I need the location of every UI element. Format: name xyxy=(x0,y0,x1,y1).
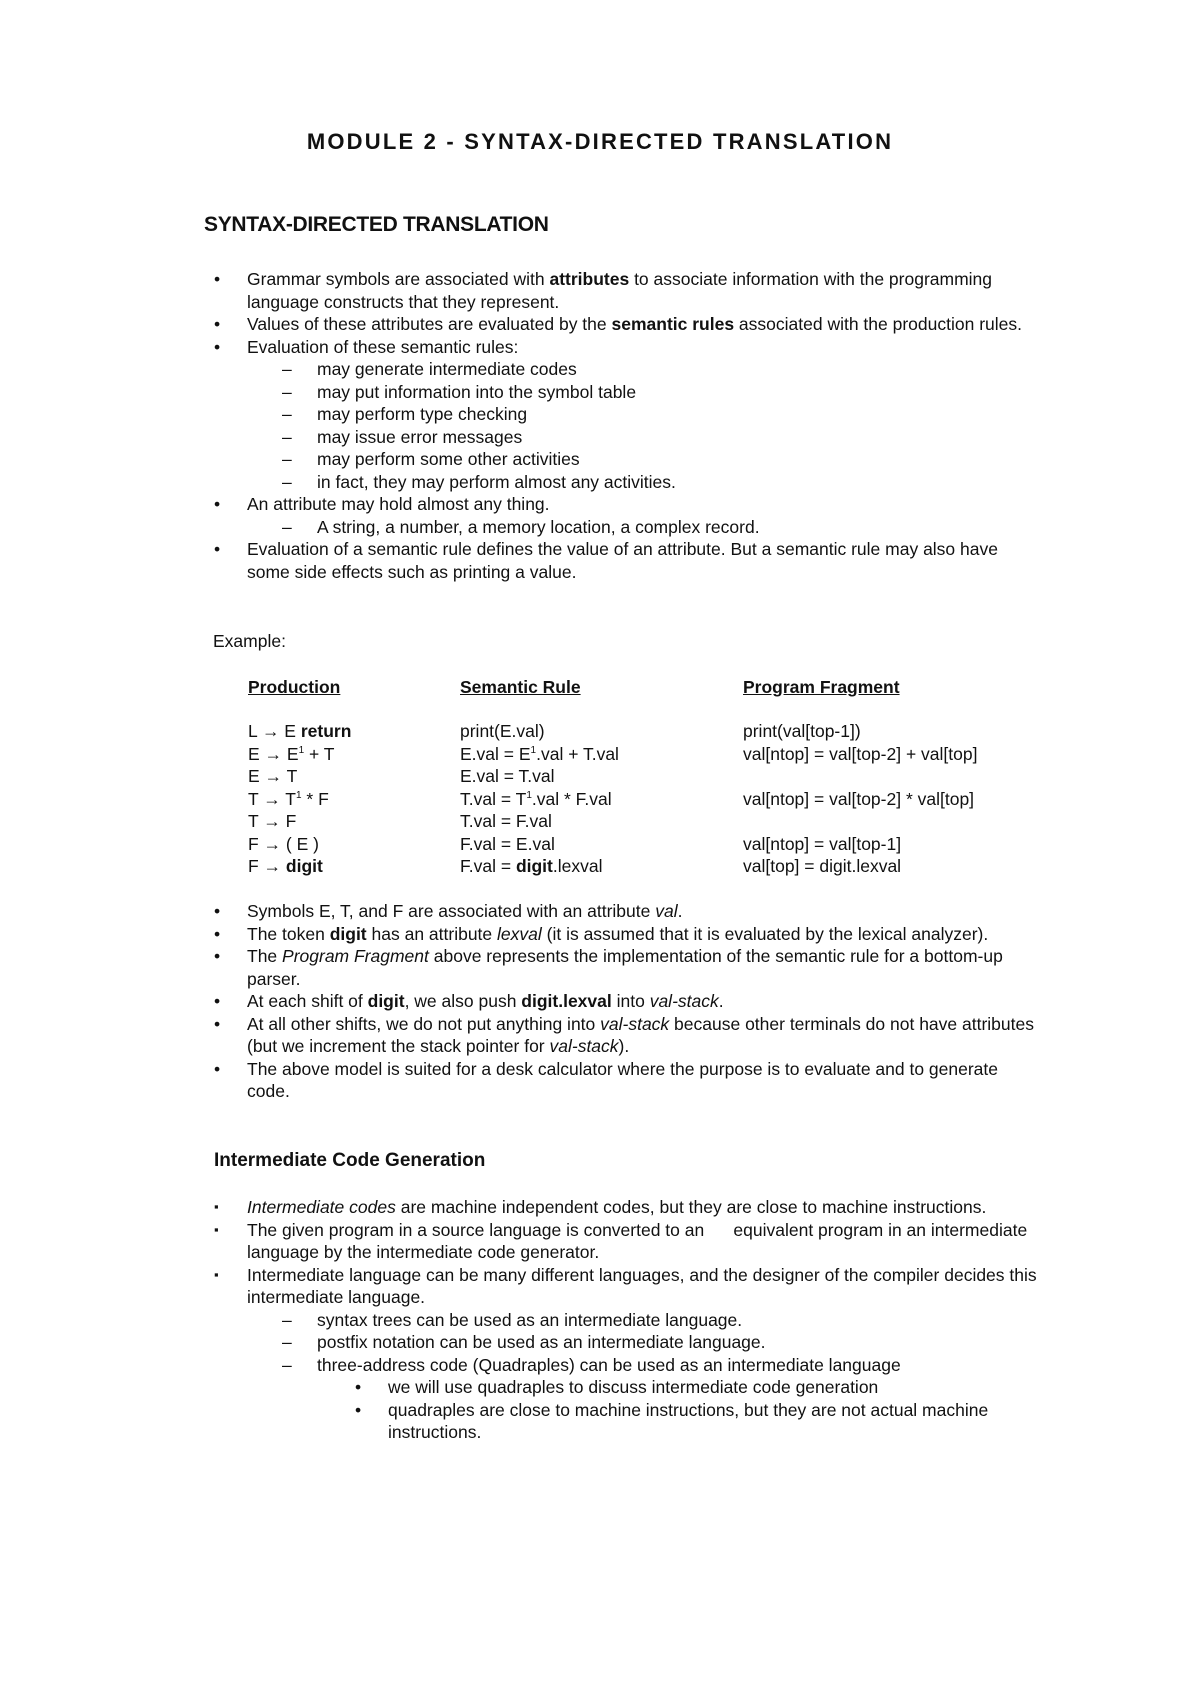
subsection-title: Intermediate Code Generation xyxy=(214,1150,486,1171)
production-cell: T → F xyxy=(248,811,297,831)
intermediate-code-list xyxy=(202,1196,1052,1444)
semantic-rule-cell: $E.val = E^1.val + T.val$ xyxy=(460,743,619,764)
production-cell: $E \to E^1 + T$ xyxy=(248,743,335,764)
list-item: ▪ Intermediate codes are machine independent codes, but they are close to machine instructions. xyxy=(202,1196,1052,1219)
module-title: MODULE 2 - SYNTAX-DIRECTED TRANSLATION xyxy=(306,129,894,154)
header-program-fragment: Program Fragment xyxy=(743,677,900,697)
list-item: – in fact, they may perform almost any activities. xyxy=(202,471,1042,494)
list-item: • Evaluation of a semantic rule defines the value of an attribute. But a semantic rule may also have some side effects such as printing a value. xyxy=(202,538,1042,583)
table-row xyxy=(248,810,1033,833)
list-item: • quadraples are close to machine instructions, but they are not actual machine instructions. xyxy=(202,1399,1052,1444)
list-item: – may put information into the symbol table xyxy=(202,381,1042,404)
list-item: • we will use quadraples to discuss intermediate code generation xyxy=(202,1376,1052,1399)
list-item: – may perform some other activities xyxy=(202,448,1042,471)
semantic-rule-cell: F.val = E.val xyxy=(460,833,555,854)
production-cell: E → T xyxy=(248,766,298,786)
list-item: ▪ Intermediate language can be many different languages, and the designer of the compiler decides this intermediate language. xyxy=(202,1264,1052,1309)
semantic-rule-cell: print(E.val) xyxy=(460,721,545,741)
production-cell: F → ( E ) xyxy=(248,833,319,854)
list-item: • Evaluation of these semantic rules: xyxy=(202,336,1042,359)
program-fragment-cell xyxy=(743,765,1033,788)
production-cell: L → E return xyxy=(248,721,352,741)
program-fragment-cell: val[ntop] = val[top-1] xyxy=(743,833,902,854)
table-row xyxy=(248,855,1033,878)
list-item: • An attribute may hold almost any thing. xyxy=(202,493,1042,516)
list-item: • At all other shifts, we do not put anything into val-stack because other terminals do not have attributes (but we increment the stack pointer for val-stack). xyxy=(202,1013,1042,1058)
program-fragment-cell: print(val[top-1]) xyxy=(743,721,861,741)
list-item: ▪ The given program in a source language is converted to an equivalent program in an intermediate language by the intermediate code generator. xyxy=(202,1219,1052,1264)
list-item: – may generate intermediate codes xyxy=(202,358,1042,381)
program-fragment-cell xyxy=(743,810,1033,833)
translation-table xyxy=(248,676,1033,878)
semantic-rule-cell: F.val = digit.lexval xyxy=(460,856,603,876)
table-row xyxy=(248,788,1033,811)
list-item: • At each shift of digit, we also push digit.lexval into val-stack. xyxy=(202,990,1042,1013)
list-item: • Grammar symbols are associated with attributes to associate information with the programming language constructs that they represent. xyxy=(202,268,1042,313)
intro-bullet-list xyxy=(202,268,1042,583)
list-item: – postfix notation can be used as an intermediate language. xyxy=(202,1331,1052,1354)
list-item: – may issue error messages xyxy=(202,426,1042,449)
header-semantic-rule: Semantic Rule xyxy=(460,677,581,697)
program-fragment-cell: val[ntop] = val[top-2] + val[top] xyxy=(743,743,978,764)
list-item: – may perform type checking xyxy=(202,403,1042,426)
header-production: Production xyxy=(248,677,341,697)
example-label: Example: xyxy=(213,631,286,651)
list-item: • The Program Fragment above represents the implementation of the semantic rule for a bottom-up parser. xyxy=(202,945,1042,990)
list-item: – A string, a number, a memory location, a complex record. xyxy=(202,516,1042,539)
production-cell: F → digit xyxy=(248,856,323,876)
program-fragment-cell: val[top] = digit.lexval xyxy=(743,856,902,876)
table-row xyxy=(248,833,1033,856)
production-cell: $T \to T^1 * F$ xyxy=(248,788,329,809)
list-item: • The token digit has an attribute lexval (it is assumed that it is evaluated by the lexical analyzer). xyxy=(202,923,1042,946)
table-header-row xyxy=(248,676,1033,720)
section-title: SYNTAX-DIRECTED TRANSLATION xyxy=(204,213,549,236)
semantic-rule-cell: $T.val = T^1.val * F.val$ xyxy=(460,788,612,809)
table-row xyxy=(248,720,1033,743)
notes-bullet-list xyxy=(202,900,1042,1103)
table-row xyxy=(248,743,1033,766)
semantic-rule-cell: E.val = T.val xyxy=(460,766,555,786)
list-item: – three-address code (Quadraples) can be used as an intermediate language xyxy=(202,1354,1052,1377)
list-item: – syntax trees can be used as an intermediate language. xyxy=(202,1309,1052,1332)
list-item: • Values of these attributes are evaluated by the semantic rules associated with the production rules. xyxy=(202,313,1042,336)
program-fragment-cell: val[ntop] = val[top-2] * val[top] xyxy=(743,788,975,809)
list-item: • Symbols E, T, and F are associated with an attribute val. xyxy=(202,900,1042,923)
list-item: • The above model is suited for a desk calculator where the purpose is to evaluate and to generate code. xyxy=(202,1058,1042,1103)
semantic-rule-cell: T.val = F.val xyxy=(460,811,552,831)
table-row xyxy=(248,765,1033,788)
